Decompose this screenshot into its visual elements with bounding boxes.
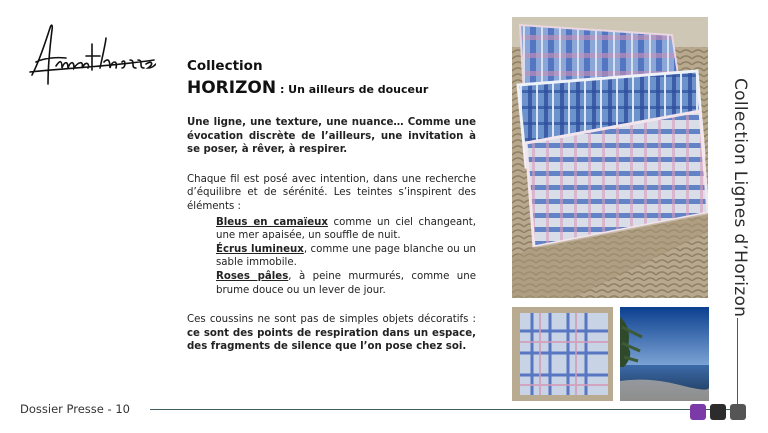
ime-icon[interactable] [730,404,746,420]
intro-paragraph: Une ligne, une texture, une nuance… Comme une évocation discrète de l’ailleurs, une invitation à se poser, à rêver, à respirer. [187,117,476,156]
colors-paragraph: Chaque fil est posé avec intention, dans une recherche d’équilibre et de sérénité. Les teintes s’inspirent des éléments : [187,173,476,212]
item-keyword: Roses pâles [216,270,289,282]
item-text: , comme une page blanche ou un sable immobile. [216,243,476,269]
closing-bold: ce sont des points de respiration dans un espace, des fragments de silence que l’on pose chez soi. [187,327,476,353]
collection-title [187,78,487,98]
item-text: comme un ciel changeant, une mer apaisée, un souffle de nuit. [216,216,476,242]
list-item [216,216,476,243]
system-tray [690,404,746,422]
item-keyword: Écrus lumineux [216,243,304,255]
collection-label: Collection [187,58,263,74]
list-item [216,270,476,297]
list-item [216,243,476,270]
item-keyword: Bleus en camaïeux [216,216,328,228]
amethisste-logo [26,20,156,95]
closing-paragraph [187,313,476,354]
color-list [187,216,476,298]
cushion-detail-photo [512,307,613,401]
side-collection-title: Collection Lignes d’Horizon [730,78,750,318]
collection-title-main: HORIZON [187,78,277,98]
footer-divider [150,409,738,410]
app-icon[interactable] [690,404,706,420]
sea-photo [620,307,709,401]
cushions-photo [512,17,708,298]
closing-normal: Ces coussins ne sont pas de simples objets décoratifs : [187,314,476,326]
page-footer: Dossier Presse - 10 [20,402,130,416]
nvidia-icon[interactable] [710,404,726,420]
description-text [187,116,476,354]
item-text: , à peine murmurés, comme une brume douce ou un lever de jour. [216,270,476,296]
side-divider [737,318,738,404]
collection-title-sub: : Un ailleurs de douceur [276,83,429,96]
